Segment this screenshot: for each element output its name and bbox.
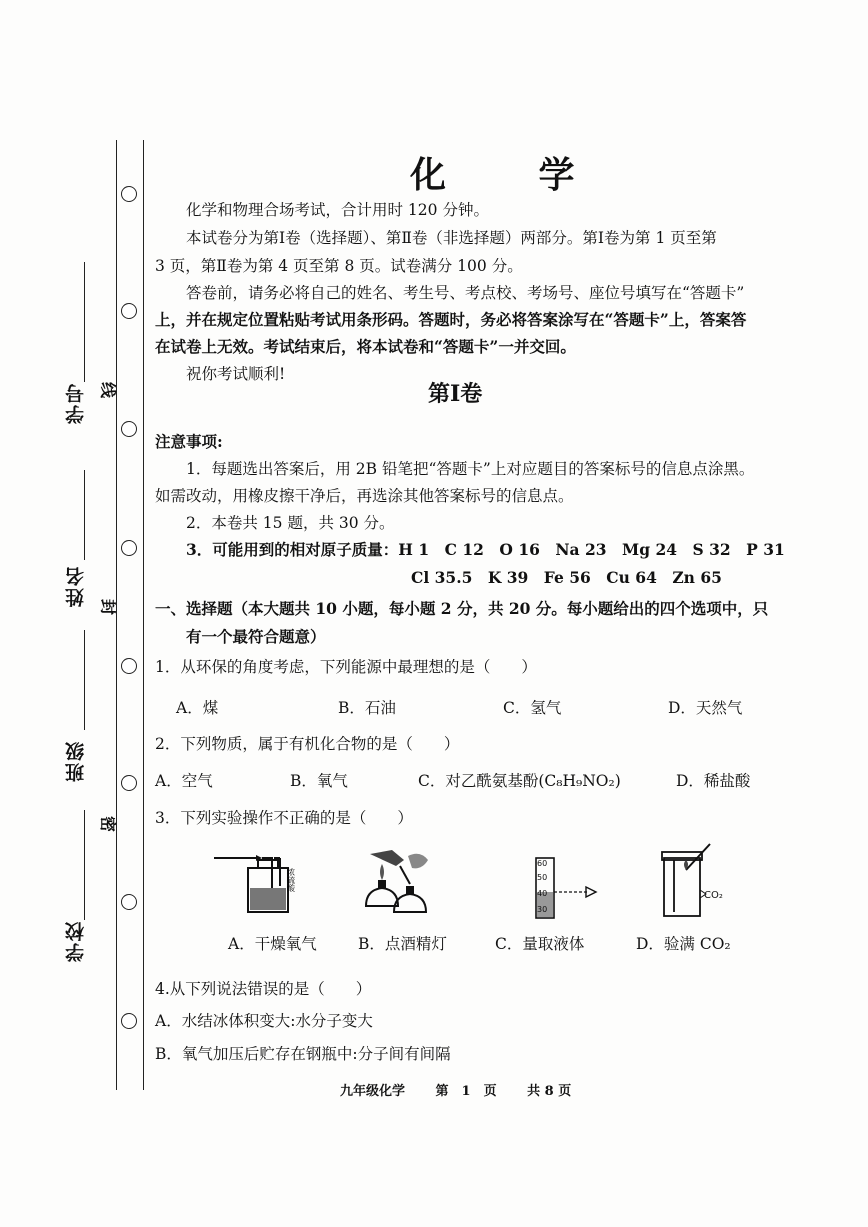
page-footer [340,1080,597,1099]
option: B．石油 [338,699,396,717]
part-heading: 有一个最符合题意） [186,627,326,646]
footer-subject: 九年级化学 [340,1084,406,1099]
punch-hole [121,894,137,910]
tick-label: 30 [537,905,548,914]
note-item: 3．可能用到的相对原子质量：H 1 C 12 O 16 Na 23 Mg 24 S 32 P 31 [186,540,785,559]
question-stem: 3．下列实验操作不正确的是（ ） [155,809,413,827]
question-stem: 2．下列物质，属于有机化合物的是（ ） [155,735,460,753]
intro-line: 在试卷上无效。考试结束后，将本试卷和“答题卡”一并交回。 [155,337,576,356]
option: D．稀盐酸 [676,772,751,790]
part-heading: 一、选择题（本大题共 10 小题，每小题 2 分，共 20 分。每小题给出的四个选项中，只 [155,599,769,618]
note-item: 如需改动，用橡皮擦干净后，再选涂其他答案标号的信息点。 [155,487,574,505]
intro-line: 化学和物理合场考试，合计用时 120 分钟。 [186,201,489,219]
fill-line [84,810,85,920]
seal-word: 密 [100,813,117,833]
option: C．量取液体 [495,935,585,953]
intro-line: 3 页，第Ⅱ卷为第 4 页至第 8 页。试卷满分 100 分。 [155,257,523,275]
intro-line: 祝你考试顺利! [186,365,286,383]
punch-hole [121,1013,137,1029]
figure-d-co2-test [660,840,740,920]
margin-label-school: 学校 [65,920,87,962]
margin-label-xuehao: 学号 [65,382,87,424]
option: D．天然气 [668,699,743,717]
note-item: 2．本卷共 15 题，共 30 分。 [186,514,395,532]
intro-line: 上，并在规定位置粘贴考试用条形码。答题时，务必将答案涂写在“答题卡”上，答案答 [155,310,747,329]
option: B．氧气加压后贮存在钢瓶中:分子间有间隔 [155,1045,451,1063]
page-title: 化 学 [410,154,615,196]
punch-hole [121,303,137,319]
option: D．验满 CO₂ [636,935,731,953]
option: A．煤 [176,699,219,717]
figure-b-alcohol-lamps [356,846,436,918]
fill-line [84,470,85,560]
figure-d-gas-label: CO₂ [704,890,723,901]
intro-line: 答卷前，请务必将自己的姓名、考生号、考点校、考场号、座位号填写在“答题卡” [186,284,745,302]
tick-label: 60 [537,859,548,868]
option: A．空气 [155,772,213,790]
question-stem: 4.从下列说法错误的是（ ） [155,980,372,998]
note-item: 1．每题选出答案后，用 2B 铅笔把“答题卡”上对应题目的答案标号的信息点涂黑。 [186,460,755,478]
margin-line-inner [143,140,144,1090]
punch-hole [121,775,137,791]
footer-page: 第 1 页 [435,1084,497,1099]
option: B．氧气 [290,772,348,790]
figure-c-graduated-cylinder [522,856,602,920]
section-title: 第Ⅰ卷 [428,381,483,407]
footer-total: 共 8 页 [527,1084,572,1099]
fill-line [84,630,85,730]
punch-hole [121,658,137,674]
option: C．对乙酰氨基酚(C₈H₉NO₂) [418,772,621,790]
question-stem: 1．从环保的角度考虑，下列能源中最理想的是（ ） [155,658,537,676]
option: A．水结冰体积变大:水分子变大 [155,1012,373,1030]
figure-a-drying-bottle [212,846,302,918]
seal-word: 线 [100,379,117,399]
option: A．干燥氧气 [228,935,317,953]
option: C．氢气 [503,699,562,717]
seal-word: 封 [100,596,117,616]
margin-label-name: 姓名 [65,565,87,607]
margin-label-class: 班级 [65,740,87,782]
note-item: Cl 35.5 K 39 Fe 56 Cu 64 Zn 65 [411,568,722,587]
tick-label: 50 [537,873,548,882]
figure-a-label: 浓硫酸 [286,868,296,892]
punch-hole [121,421,137,437]
intro-line: 本试卷分为第Ⅰ卷（选择题）、第Ⅱ卷（非选择题）两部分。第Ⅰ卷为第 1 页至第 [186,229,717,247]
punch-hole [121,186,137,202]
punch-hole [121,540,137,556]
fill-line [84,262,85,382]
tick-label: 40 [537,889,548,898]
option: B．点酒精灯 [358,935,447,953]
notes-heading: 注意事项: [155,432,223,451]
